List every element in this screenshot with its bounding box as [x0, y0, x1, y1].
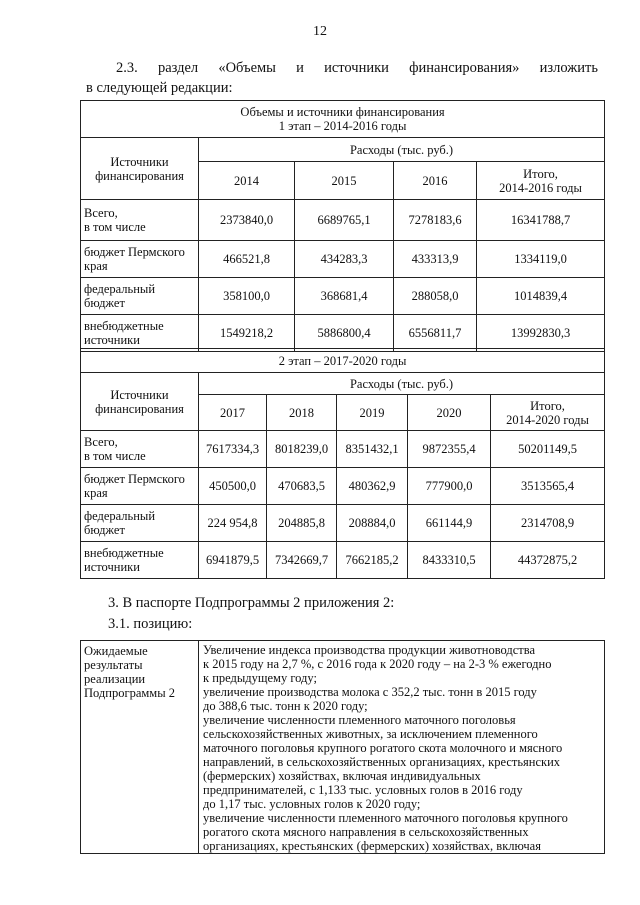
- total-header-line-2: 2014-2016 годы: [499, 180, 582, 195]
- section-3-heading: 3. В паспорте Подпрограммы 2 приложения 2:: [108, 595, 395, 611]
- cell-value: 1549218,2: [199, 315, 295, 352]
- row-label: бюджет Пермского края: [81, 241, 199, 278]
- table-title-line-1: Объемы и источники финансирования: [240, 105, 445, 119]
- year-header: 2019: [337, 395, 408, 431]
- cell-value: 13992830,3: [477, 315, 605, 352]
- cell-value: 2373840,0: [199, 200, 295, 241]
- position-text-line: увеличение производства молока с 352,2 тыс. тонн в 2015 году: [203, 685, 537, 699]
- total-header: [477, 162, 605, 200]
- passport-position-table: [80, 640, 605, 854]
- cell-value: 9872355,4: [408, 431, 491, 468]
- position-text-line: Увеличение индекса производства продукции животноводства: [203, 643, 536, 657]
- cell-value: 1014839,4: [477, 278, 605, 315]
- cell-value: 480362,9: [337, 468, 408, 505]
- intro-word: изложить: [539, 60, 598, 76]
- table-row: [81, 315, 605, 352]
- cell-value: 6556811,7: [394, 315, 477, 352]
- position-text-line: до 1,17 тыс. условных голов к 2020 году;: [203, 797, 421, 811]
- cell-value: 1334119,0: [477, 241, 605, 278]
- intro-word: и: [296, 60, 304, 76]
- position-text-line: увеличение численности племенного маточного поголовья крупного: [203, 811, 568, 825]
- expenses-header: Расходы (тыс. руб.): [199, 373, 605, 395]
- year-header: 2017: [199, 395, 267, 431]
- row-label: внебюджетные источники: [81, 315, 199, 352]
- position-text-line: (фермерских) хозяйствах, включая индивидуальных: [203, 769, 481, 783]
- cell-value: 368681,4: [295, 278, 394, 315]
- total-header: [491, 395, 605, 431]
- cell-value: 433313,9: [394, 241, 477, 278]
- source-header: Источники финансирования: [81, 373, 199, 431]
- stage-title: 2 этап – 2017-2020 годы: [81, 349, 605, 373]
- page-number: 12: [313, 24, 327, 39]
- intro-line-2: в следующей редакции:: [86, 80, 233, 96]
- position-text-line: к предыдущему году;: [203, 671, 317, 685]
- position-text-line: до 388,6 тыс. тонн к 2020 году;: [203, 699, 368, 713]
- cell-value: 434283,3: [295, 241, 394, 278]
- cell-value: 224 954,8: [199, 505, 267, 542]
- table-title-line-2: 1 этап – 2014-2016 годы: [278, 119, 407, 133]
- position-text-line: рогатого скота мясного направления в сельскохозяйственных: [203, 825, 529, 839]
- table-row: [81, 200, 605, 241]
- cell-value: 8351432,1: [337, 431, 408, 468]
- cell-value: 6941879,5: [199, 542, 267, 579]
- cell-value: 7662185,2: [337, 542, 408, 579]
- expenses-header: Расходы (тыс. руб.): [199, 138, 605, 162]
- cell-value: 5886800,4: [295, 315, 394, 352]
- cell-value: 470683,5: [267, 468, 337, 505]
- cell-value: 8018239,0: [267, 431, 337, 468]
- cell-value: 50201149,5: [491, 431, 605, 468]
- cell-value: 661144,9: [408, 505, 491, 542]
- intro-word: «Объемы: [218, 60, 276, 76]
- cell-value: 466521,8: [199, 241, 295, 278]
- table-row: [81, 468, 605, 505]
- row-label: Всего, в том числе: [81, 431, 199, 468]
- position-text-line: направлений, в сельскохозяйственных организациях, крестьянских: [203, 755, 561, 769]
- position-text-line: сельскохозяйственных животных, за исключением племенного: [203, 727, 538, 741]
- year-header: 2018: [267, 395, 337, 431]
- row-label: бюджет Пермского края: [81, 468, 199, 505]
- row-label: внебюджетные источники: [81, 542, 199, 579]
- cell-value: 358100,0: [199, 278, 295, 315]
- intro-word: источники: [324, 60, 389, 76]
- year-header: 2015: [295, 162, 394, 200]
- position-text: [199, 641, 605, 854]
- year-header: 2016: [394, 162, 477, 200]
- row-label: федеральный бюджет: [81, 505, 199, 542]
- cell-value: 777900,0: [408, 468, 491, 505]
- intro-word: финансирования»: [409, 60, 520, 76]
- intro-word: 2.3.: [116, 60, 138, 76]
- cell-value: 3513565,4: [491, 468, 605, 505]
- source-header: Источники финансирования: [81, 138, 199, 200]
- total-header-line-1: Итого,: [530, 398, 565, 413]
- position-label: Ожидаемые результаты реализации Подпрограммы 2: [81, 641, 199, 854]
- table-row: [81, 505, 605, 542]
- financing-table-stage2: [80, 348, 605, 579]
- year-header: 2020: [408, 395, 491, 431]
- cell-value: 7278183,6: [394, 200, 477, 241]
- cell-value: 44372875,2: [491, 542, 605, 579]
- position-text-line: предпринимателей, с 1,133 тыс. условных голов в 2016 году: [203, 783, 523, 797]
- position-text-line: организациях, крестьянских (фермерских) хозяйствах, включая: [203, 839, 541, 853]
- cell-value: 450500,0: [199, 468, 267, 505]
- intro-paragraph: [86, 58, 598, 98]
- cell-value: 7342669,7: [267, 542, 337, 579]
- total-header-line-1: Итого,: [523, 166, 558, 181]
- table-row: [81, 542, 605, 579]
- cell-value: 288058,0: [394, 278, 477, 315]
- table-row: [81, 431, 605, 468]
- cell-value: 208884,0: [337, 505, 408, 542]
- cell-value: 16341788,7: [477, 200, 605, 241]
- cell-value: 7617334,3: [199, 431, 267, 468]
- intro-line-1: [86, 58, 598, 78]
- table-row: [81, 278, 605, 315]
- cell-value: 6689765,1: [295, 200, 394, 241]
- total-header-line-2: 2014-2020 годы: [506, 412, 589, 427]
- row-label: Всего, в том числе: [81, 200, 199, 241]
- section-3-1-heading: 3.1. позицию:: [108, 616, 193, 632]
- table-title: [81, 101, 605, 138]
- row-label: федеральный бюджет: [81, 278, 199, 315]
- position-text-line: маточного поголовья крупного рогатого скота молочного и мясного: [203, 741, 563, 755]
- cell-value: 8433310,5: [408, 542, 491, 579]
- position-text-line: увеличение численности племенного маточного поголовья: [203, 713, 516, 727]
- financing-table-stage1: [80, 100, 605, 352]
- intro-word: раздел: [157, 60, 199, 76]
- year-header: 2014: [199, 162, 295, 200]
- table-row: [81, 241, 605, 278]
- cell-value: 204885,8: [267, 505, 337, 542]
- cell-value: 2314708,9: [491, 505, 605, 542]
- position-text-line: к 2015 году на 2,7 %, с 2016 года к 2020 году – на 2-3 % ежегодно: [203, 657, 552, 671]
